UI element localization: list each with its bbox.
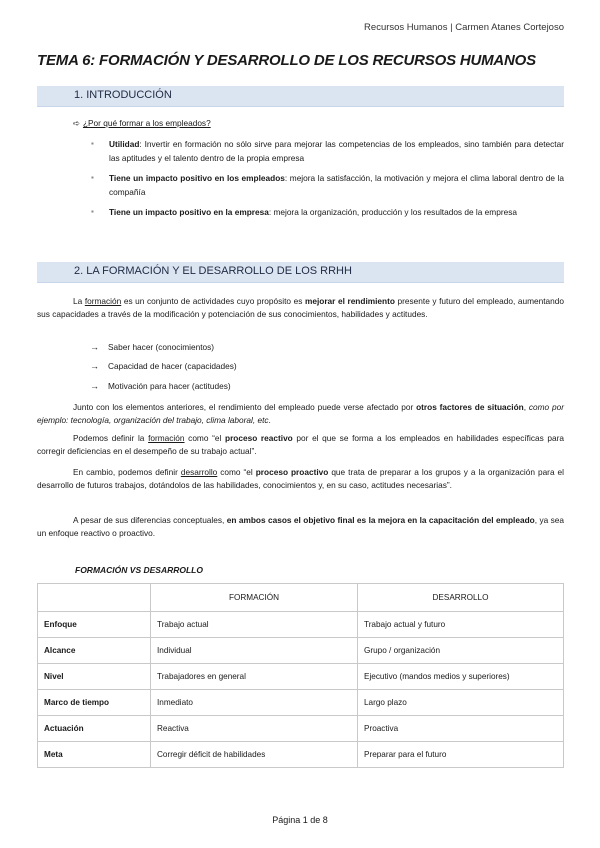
underlined-term: desarrollo	[180, 467, 218, 477]
row-label: Meta	[38, 742, 151, 768]
table-cell: Trabajo actual y futuro	[358, 612, 564, 638]
bullet-bold: Tiene un impacto positivo en los empleados	[109, 173, 285, 183]
table-row	[38, 742, 564, 768]
table-cell: Proactiva	[358, 716, 564, 742]
section-heading-formacion-desarrollo	[37, 262, 564, 283]
bold-term: proceso reactivo	[225, 433, 293, 443]
list-item	[91, 172, 564, 199]
bullet-list	[91, 138, 564, 227]
paragraph-factores: Junto con los elementos anteriores, el rendimiento del empleado puede verse afectado por otros factores de situación, como por ejemplo: tecnología, organización del trabajo, clima laboral, etc.	[37, 402, 564, 425]
row-label: Nivel	[38, 664, 151, 690]
arrow-right-icon: →	[90, 361, 99, 372]
section-heading-text: 2. LA FORMACIÓN Y EL DESARROLLO DE LOS RRHH	[74, 265, 352, 277]
bullet-text: : Invertir en formación no sólo sirve para mejorar las competencias de los empleados, sino también para detectar las aptitudes y el talento dentro de la propia empresa	[109, 139, 564, 163]
table-cell: Reactiva	[151, 716, 358, 742]
paragraph-conclusion: A pesar de sus diferencias conceptuales, en ambos casos el objetivo final es la mejora en la capacitación del empleado, ya sea un enfoque reactivo o proactivo.	[37, 515, 564, 538]
bold-term: proceso proactivo	[255, 467, 329, 477]
paragraph-definicion-desarrollo: En cambio, podemos definir desarrollo como “el proceso proactivo que trata de preparar a los grupos y a la organización para el desarrollo de futuros trabajos, dotándolos de las habilidades, conocimientos y, en su caso, actitudes necesarias”.	[37, 467, 564, 490]
bullet-bold: Tiene un impacto positivo en la empresa	[109, 207, 269, 217]
bullet-dot-icon: ▪	[91, 207, 94, 216]
table-cell: Inmediato	[151, 690, 358, 716]
table-row	[38, 638, 564, 664]
arrow-list	[90, 337, 237, 396]
bullet-text: : mejora la organización, producción y los resultados de la empresa	[268, 207, 517, 217]
table-cell: Largo plazo	[358, 690, 564, 716]
row-label: Marco de tiempo	[38, 690, 151, 716]
list-item	[91, 138, 564, 165]
row-label: Actuación	[38, 716, 151, 742]
table-cell: Grupo / organización	[358, 638, 564, 664]
table-row	[38, 716, 564, 742]
table-cell: Preparar para el futuro	[358, 742, 564, 768]
question-text: ¿Por qué formar a los empleados?	[82, 118, 211, 128]
table-cell: Trabajo actual	[151, 612, 358, 638]
question-line	[73, 118, 211, 128]
bold-term: otros factores de situación	[416, 402, 524, 412]
table-row	[38, 664, 564, 690]
table-cell: Individual	[151, 638, 358, 664]
list-item: → Motivación para hacer (actitudes)	[90, 380, 231, 391]
table-cell: Trabajadores en general	[151, 664, 358, 690]
bullet-bold: Utilidad	[109, 139, 140, 149]
table-title: FORMACIÓN VS DESARROLLO	[75, 565, 203, 575]
comparison-table	[37, 583, 564, 768]
arrow-right-icon: →	[90, 341, 99, 352]
page-header: Recursos Humanos | Carmen Atanes Cortejoso	[364, 22, 564, 33]
list-item: → Capacidad de hacer (capacidades)	[90, 361, 237, 372]
paragraph-definicion-formacion: Podemos definir la formación como “el proceso reactivo por el que se forma a los empleados en habilidades específicas para corregir deficiencias en el desempeño de su trabajo actual”.	[37, 433, 565, 456]
table-cell: Corregir déficit de habilidades	[151, 742, 358, 768]
list-item	[91, 206, 564, 220]
bold-term: en ambos casos el objetivo final es la mejora en la capacitación del empleado	[226, 515, 535, 525]
underlined-term: formación	[148, 433, 185, 443]
table-row	[38, 612, 564, 638]
document-title: TEMA 6: FORMACIÓN Y DESARROLLO DE LOS RECURSOS HUMANOS	[37, 52, 536, 69]
column-header: DESARROLLO	[358, 584, 564, 612]
page-footer: Página 1 de 8	[272, 815, 328, 825]
italic-text: como por ejemplo: tecnología, organización del trabajo, clima laboral, etc	[37, 402, 564, 425]
bullet-dot-icon: ▪	[91, 139, 94, 148]
row-label: Alcance	[38, 638, 151, 664]
arrow-right-icon: ➪	[73, 118, 80, 128]
table-cell: Ejecutivo (mandos medios y superiores)	[358, 664, 564, 690]
column-header	[38, 584, 151, 612]
table-row	[38, 690, 564, 716]
table-header-row	[38, 584, 564, 612]
bullet-text: : mejora la satisfacción, la motivación y mejora el clima laboral dentro de la compañía	[109, 173, 564, 197]
paragraph-formacion: La formación es un conjunto de actividades cuyo propósito es mejorar el rendimiento presente y futuro del empleado, aumentando sus capacidades a través de la modificación y potenciación de sus conocimientos, habilidades y actitudes.	[37, 296, 565, 319]
section-heading-text: 1. INTRODUCCIÓN	[74, 89, 172, 101]
row-label: Enfoque	[38, 612, 151, 638]
bullet-dot-icon: ▪	[91, 173, 94, 182]
list-item: → Saber hacer (conocimientos)	[90, 341, 215, 352]
underlined-term: formación	[84, 296, 122, 306]
arrow-right-icon: →	[90, 380, 99, 391]
bold-term: mejorar el rendimiento	[304, 296, 395, 306]
column-header: FORMACIÓN	[151, 584, 358, 612]
section-heading-introduccion	[37, 86, 564, 107]
